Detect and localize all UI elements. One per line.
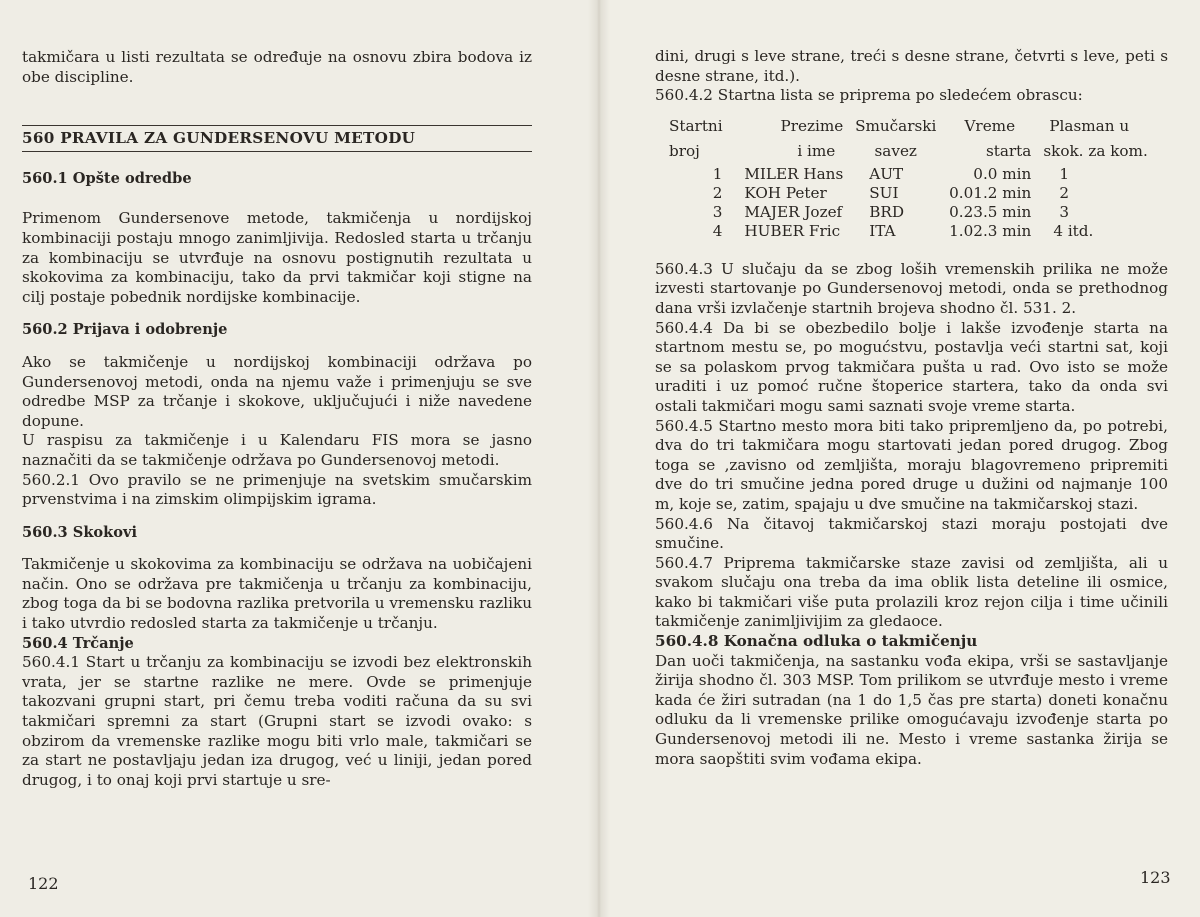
table-cell: 1.02.3 min (949, 221, 1032, 240)
paragraph-560-4-2: 560.4.2 Startna lista se priprema po sledećem obrascu: (655, 86, 1083, 105)
heading-560-2: 560.2 Prijava i odobrenje (22, 321, 228, 339)
paragraph-continuation: dini, drugi s leve strane, treći s desne strane, četvrti s leve, peti s desne strane, itd.). (655, 47, 1168, 85)
paragraph-560-4-3: 560.4.3 U slučaju da se zbog loših vremenskih prilika ne može izvesti startovanje po Gundersenovoj metodi, onda se prethodnog dana vrši izvlačenje startnih brojeva shodno čl. 531. 2. (655, 259, 1168, 317)
table-row (669, 203, 1168, 222)
paragraph-560-2-1: 560.2.1 Ovo pravilo se ne primenjuje na svetskim smučarskim prvenstvima i na zimskim olimpijskim igrama. (22, 470, 532, 509)
paragraph-560-2a: Ako se takmičenje u nordijskoj kombinaciji održava po Gundersenovoj metodi, onda na njemu važe i primenjuju se sve odredbe MSP za trčanje i skokove, uključujući i niže navedene dopune. (22, 352, 532, 430)
heading-560-4: 560.4 Trčanje (22, 634, 134, 652)
table-cell: 3 (1059, 202, 1069, 221)
book-gutter (588, 0, 610, 917)
right-page-text (655, 47, 1168, 769)
table-header-cell: Startni (669, 117, 723, 136)
paragraph-560-4-7: 560.4.7 Priprema takmičarske staze zavisi od zemljišta, ali u svakom slučaju ona treba da ima oblik lista deteline ili osmice, kako bi takmičari više puta prolazili kroz rejon cilja i time učinili takmičenje zanimljivijim za gledaoce. (655, 553, 1168, 631)
paragraph-intro: takmičara u listi rezultata se određuje na osnovu zbira bodova iz obe discipline. (22, 48, 532, 86)
section-title: 560 PRAVILA ZA GUNDERSENOVU METODU (22, 129, 416, 148)
table-cell: 2 (1059, 183, 1069, 202)
table-cell: KOH Peter (744, 183, 827, 202)
paragraph-560-1: Primenom Gundersenove metode, takmičenja u nordijskoj kombinaciji postaju mnogo zanimljivija. Redosled starta u trčanju za kombinaciju se utvrđuje na osnovu postignutih rezultata u skokovima za kombinaciju, tako da prvi takmičar koji stigne na cilj postaje pobednik nordijske kombinacije. (22, 209, 532, 306)
table-cell: 1 (712, 164, 723, 183)
table-row (669, 222, 1168, 241)
table-header-row (669, 139, 1168, 165)
table-header-cell: savez (874, 142, 917, 161)
table-header-cell: Smučarski (855, 117, 937, 136)
paragraph-560-4-8: Dan uoči takmičenja, na sastanku vođa ekipa, vrši se sastavljanje žirija shodno čl. 303 MSP. Tom prilikom se utvrđuje mesto i vreme kada će žiri sutradan (na 1 do 1,5 čas pre starta) doneti konačnu odluku da li vremenske prilike omogućavaju izvođenje starta po Gundersenovoj metodi ili ne. Mesto i vreme sastanka žirija se mora saopštiti svim vođama ekipa. (655, 651, 1168, 768)
table-cell: AUT (869, 164, 904, 183)
paragraph-560-4-6: 560.4.6 Na čitavoj takmičarskoj stazi moraju postojati dve smučine. (655, 514, 1168, 553)
table-header-cell: broj (669, 142, 700, 161)
table-header-cell: skok. za kom. (1043, 142, 1148, 161)
table-cell: HUBER Fric (744, 221, 841, 240)
table-row (669, 165, 1168, 184)
table-cell: 4 itd. (1053, 221, 1094, 240)
paragraph-560-3: Takmičenje u skokovima za kombinaciju se održava na uobičajeni način. Ono se održava pre takmičenja u trčanju za kombinaciju, zbog toga da bi se bodovna razlika pretvorila u vremensku razliku i tako utvrdio redosled starta za takmičenje u trčanju. (22, 555, 532, 633)
table-cell: 1 (1059, 164, 1069, 183)
table-header-cell: Prezime (780, 117, 844, 136)
start-list-table (669, 115, 1168, 241)
left-page-text (22, 48, 532, 790)
table-cell: MILER Hans (744, 164, 844, 183)
heading-560-1: 560.1 Opšte odredbe (22, 169, 192, 187)
table-cell: 2 (712, 183, 723, 202)
table-header-cell: Plasman u (1049, 117, 1130, 136)
table-cell: 0.0 min (973, 164, 1032, 183)
table-cell: MAJER Jozef (744, 202, 843, 221)
table-cell: BRD (869, 202, 905, 221)
table-cell: ITA (869, 221, 896, 240)
heading-560-3: 560.3 Skokovi (22, 523, 138, 541)
table-row (669, 184, 1168, 203)
paragraph-560-4-5: 560.4.5 Startno mesto mora biti tako pripremljeno da, po potrebi, dva do tri takmičara mogu startovati jedan pored drugog. Zbog toga se ,zavisno od zemljišta, moraju blagovremeno pripremiti dve do tri smučine jedna pored druge u dužini od najmanje 100 m, koje se, zatim, spajaju u dve smučine na takmičarskoj stazi. (655, 416, 1168, 513)
table-header-cell: Vreme (964, 117, 1016, 136)
table-cell: SUI (869, 183, 899, 202)
table-header-cell: i ime (797, 142, 836, 161)
table-cell: 3 (712, 202, 723, 221)
paragraph-560-2b: U raspisu za takmičenje i u Kalendaru FIS mora se jasno naznačiti da se takmičenje održava po Gundersenovoj metodi. (22, 431, 532, 469)
table-cell: 4 (712, 221, 723, 240)
table-header-row (669, 115, 1168, 139)
heading-560-4-8: 560.4.8 Konačna odluka o takmičenju (655, 632, 978, 651)
table-cell: 0.23.5 min (949, 202, 1032, 221)
page-number-left: 122 (28, 874, 59, 893)
paragraph-560-4-4: 560.4.4 Da bi se obezbedilo bolje i lakše izvođenje starta na startnom mestu se, po mogućstvu, postavlja veći startni sat, koji se sa polaskom prvog takmičara pušta u rad. Ovo isto se može uraditi i uz pomoć ručne štoperice startera, tako da onda svi ostali takmičari mogu sami saznati svoje vreme starta. (655, 318, 1168, 415)
page-number-right: 123 (1140, 868, 1171, 887)
table-header-cell: starta (985, 142, 1032, 161)
paragraph-560-4-1: 560.4.1 Start u trčanju za kombinaciju se izvodi bez elektronskih vrata, jer se startne razlike ne mere. Ovde se primenjuje takozvani grupni start, pri čemu treba voditi računa da su svi takmičari spremni za start (Grupni start se izvodi ovako: s obzirom da vremenske razlike mogu biti vrlo male, takmičari se za start ne postavljaju jedan iza drugog, već u liniji, jedan pored drugog, i to onaj koji prvi startuje u sre- (22, 653, 532, 789)
table-cell: 0.01.2 min (949, 183, 1032, 202)
